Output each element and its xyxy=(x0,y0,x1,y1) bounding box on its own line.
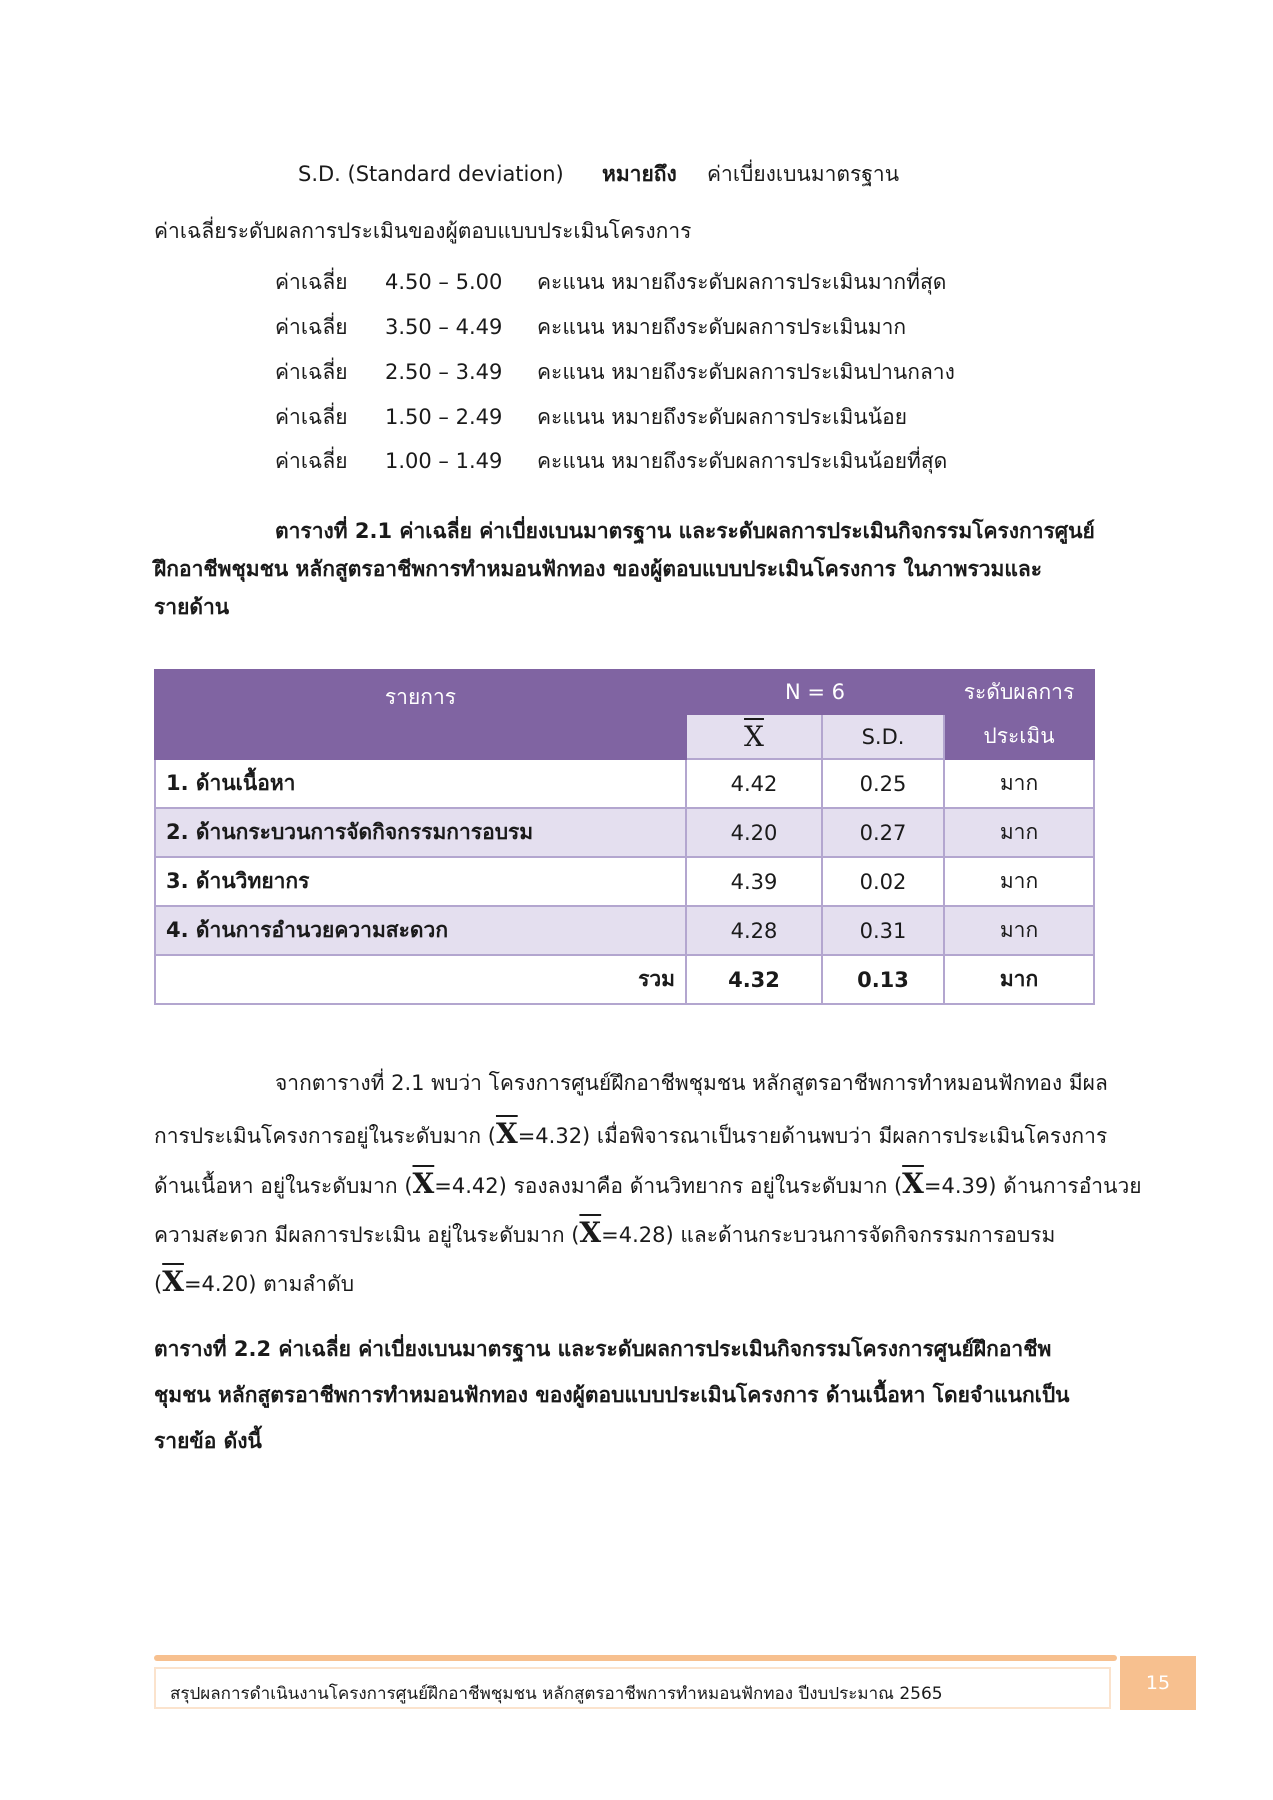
caption-line: ตารางที่ 2.1 ค่าเฉลี่ย ค่าเบี่ยงเบนมาตรฐาน และระดับผลการประเมินกิจกรรมโครงการศูนย์ xyxy=(275,519,1095,543)
criteria-meaning: คะแนน หมายถึงระดับผลการประเมินน้อยที่สุด xyxy=(537,449,948,473)
row-level: มาก xyxy=(944,759,1094,808)
criteria-label: ค่าเฉลี่ย xyxy=(275,449,348,473)
xbar-symbol: $\overline{X}$ xyxy=(495,1117,518,1150)
criteria-row xyxy=(0,362,1273,392)
row-sd: 0.25 xyxy=(822,759,944,808)
row-sd: 0.02 xyxy=(822,857,944,906)
criteria-label: ค่าเฉลี่ย xyxy=(275,270,348,294)
xbar-symbol: $\overline{X}$ xyxy=(902,1167,924,1200)
row-item: 4. ด้านการอำนวยความสะดวก xyxy=(155,906,686,955)
footer-accent-bar xyxy=(154,1655,1117,1661)
row-sd: 0.31 xyxy=(822,906,944,955)
total-mean: 4.32 xyxy=(686,955,822,1004)
text: จากตารางที่ 2.1 พบว่า โครงการศูนย์ฝึกอาชีพชุมชน หลักสูตรอาชีพการทำหมอนฟักทอง มีผล xyxy=(275,1071,1108,1095)
criteria-label: ค่าเฉลี่ย xyxy=(275,315,348,339)
text xyxy=(154,1216,1056,1249)
header-level-top: ระดับผลการ xyxy=(944,670,1094,714)
text: ( xyxy=(154,1272,163,1296)
row-level: มาก xyxy=(944,906,1094,955)
table-row xyxy=(155,906,1094,955)
total-label: รวม xyxy=(155,955,686,1004)
total-sd: 0.13 xyxy=(822,955,944,1004)
xbar-symbol: $\overline{X}$ xyxy=(744,719,764,753)
footer-box xyxy=(154,1667,1111,1709)
paragraph-line xyxy=(154,1117,1128,1150)
criteria-label: ค่าเฉลี่ย xyxy=(275,405,348,429)
sd-means-label: หมายถึง xyxy=(602,162,677,186)
caption-line: รายด้าน xyxy=(154,595,230,619)
paragraph-line xyxy=(275,1073,1128,1094)
criteria-label: ค่าเฉลี่ย xyxy=(275,360,348,384)
header-item: รายการ xyxy=(155,670,686,759)
header-sd: S.D. xyxy=(822,714,944,759)
total-level: มาก xyxy=(944,955,1094,1004)
row-mean: 4.42 xyxy=(686,759,822,808)
paragraph-line xyxy=(154,1216,1128,1249)
caption-line: ตารางที่ 2.2 ค่าเฉลี่ย ค่าเบี่ยงเบนมาตรฐาน และระดับผลการประเมินกิจกรรมโครงการศูนย์ฝึกอาชีพ xyxy=(154,1337,1052,1361)
criteria-meaning: คะแนน หมายถึงระดับผลการประเมินมาก xyxy=(537,315,907,339)
summary-table xyxy=(154,669,1095,1005)
row-mean: 4.39 xyxy=(686,857,822,906)
table-row xyxy=(155,857,1094,906)
criteria-meaning: คะแนน หมายถึงระดับผลการประเมินมากที่สุด xyxy=(537,270,947,294)
criteria-range: 2.50 – 3.49 xyxy=(385,360,503,384)
row-level: มาก xyxy=(944,857,1094,906)
header-mean xyxy=(686,714,822,759)
sd-term: S.D. (Standard deviation) xyxy=(298,162,564,186)
criteria-range: 1.50 – 2.49 xyxy=(385,405,503,429)
row-item: 3. ด้านวิทยากร xyxy=(155,857,686,906)
row-mean: 4.20 xyxy=(686,808,822,857)
row-item: 2. ด้านกระบวนการจัดกิจกรรมการอบรม xyxy=(155,808,686,857)
criteria-row xyxy=(0,272,1273,302)
text xyxy=(154,1265,355,1298)
row-level: มาก xyxy=(944,808,1094,857)
text: การประเมินโครงการอยู่ในระดับมาก ( xyxy=(154,1124,496,1148)
criteria-heading: ค่าเฉลี่ยระดับผลการประเมินของผู้ตอบแบบประเมินโครงการ xyxy=(154,219,692,243)
row-sd: 0.27 xyxy=(822,808,944,857)
row-item: 1. ด้านเนื้อหา xyxy=(155,759,686,808)
text xyxy=(154,1167,1142,1200)
page-number-box xyxy=(1120,1656,1196,1710)
caption-line: รายข้อ ดังนี้ xyxy=(154,1429,262,1453)
table-total-row xyxy=(155,955,1094,1004)
header-n: N = 6 xyxy=(686,670,944,714)
caption-line: ชุมชน หลักสูตรอาชีพการทำหมอนฟักทอง ของผู้ตอบแบบประเมินโครงการ ด้านเนื้อหา โดยจำแนกเป็น xyxy=(154,1383,1070,1407)
xbar-symbol: $\overline{X}$ xyxy=(412,1167,435,1200)
footer-text: สรุปผลการดำเนินงานโครงการศูนย์ฝึกอาชีพชุมชน หลักสูตรอาชีพการทำหมอนฟักทอง ปีงบประมาณ 2565 xyxy=(170,1684,943,1704)
row-mean: 4.28 xyxy=(686,906,822,955)
xbar-symbol: $\overline{X}$ xyxy=(579,1216,602,1249)
caption-line: ฝึกอาชีพชุมชน หลักสูตรอาชีพการทำหมอนฟักทอง ของผู้ตอบแบบประเมินโครงการ ในภาพรวมและ xyxy=(154,557,1043,581)
text: =4.32) เมื่อพิจารณาเป็นรายด้านพบว่า มีผลการประเมินโครงการ xyxy=(517,1124,1108,1148)
sd-description: ค่าเบี่ยงเบนมาตรฐาน xyxy=(707,162,900,186)
criteria-row xyxy=(0,317,1273,347)
text: =4.39) ด้านการอำนวย xyxy=(923,1174,1142,1198)
text: =4.20) ตามลำดับ xyxy=(183,1272,355,1296)
criteria-range: 4.50 – 5.00 xyxy=(385,270,503,294)
criteria-meaning: คะแนน หมายถึงระดับผลการประเมินปานกลาง xyxy=(537,360,955,384)
criteria-range: 1.00 – 1.49 xyxy=(385,449,503,473)
criteria-meaning: คะแนน หมายถึงระดับผลการประเมินน้อย xyxy=(537,405,908,429)
paragraph-line xyxy=(154,1167,1142,1200)
header-level-bottom: ประเมิน xyxy=(944,714,1094,759)
xbar-symbol: $\overline{X}$ xyxy=(162,1265,184,1298)
text: =4.42) รองลงมาคือ ด้านวิทยากร อยู่ในระดับมาก ( xyxy=(434,1174,903,1198)
paragraph-line xyxy=(154,1265,1128,1298)
criteria-range: 3.50 – 4.49 xyxy=(385,315,503,339)
criteria-row xyxy=(0,407,1273,437)
criteria-row xyxy=(0,451,1273,481)
text: ความสะดวก มีผลการประเมิน อยู่ในระดับมาก ( xyxy=(154,1223,580,1247)
page-number: 15 xyxy=(1145,1672,1171,1694)
text: =4.28) และด้านกระบวนการจัดกิจกรรมการอบรม xyxy=(601,1223,1056,1247)
table-row xyxy=(155,808,1094,857)
text: ด้านเนื้อหา อยู่ในระดับมาก ( xyxy=(154,1174,413,1198)
text xyxy=(154,1117,1108,1150)
table-row xyxy=(155,759,1094,808)
